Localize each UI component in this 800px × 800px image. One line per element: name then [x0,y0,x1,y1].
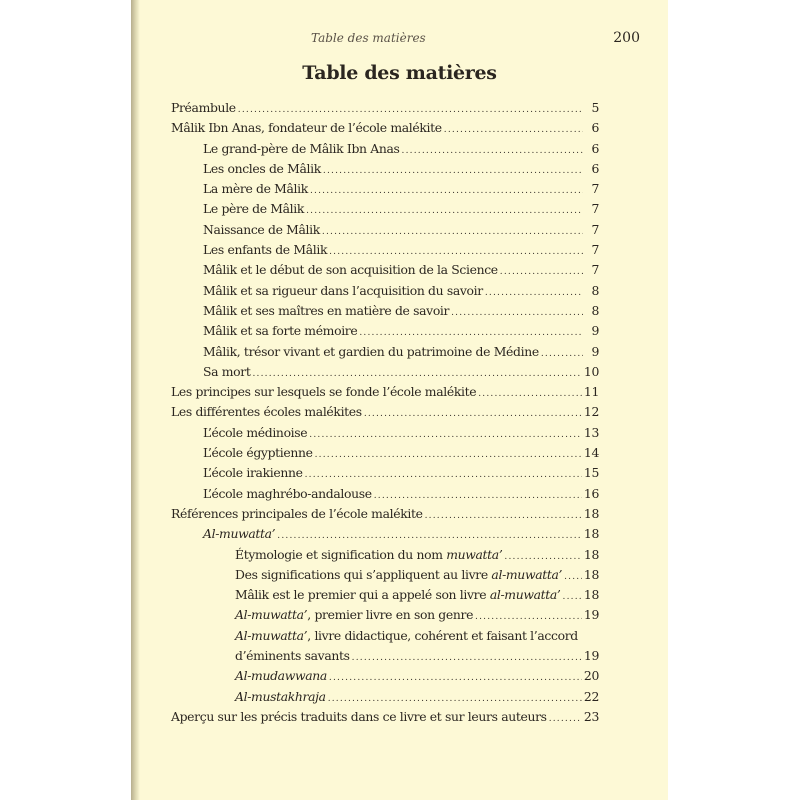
toc-entry[interactable]: Mâlik et le début de son acquisition de la Science ..... 7 [171,260,599,280]
toc-entry[interactable]: Le père de Mâlik ..... 7 [171,199,599,219]
dot-leader [475,607,582,627]
dot-leader [549,709,582,729]
toc-entry-italic-term: Al-muwatta’ [235,627,308,643]
toc-page-number: 9 [591,323,599,339]
toc-page-number: 23 [583,708,599,724]
dot-leader [329,668,582,688]
toc-page-number: 18 [583,587,599,603]
toc-page-number: 6 [591,160,599,176]
toc-page-number: 18 [583,566,599,582]
toc-entry-italic-term: al-muwatta’ [491,566,563,582]
dot-leader [444,120,583,140]
toc-entry[interactable]: L’école égyptienne ..... 14 [171,443,599,463]
dot-leader [322,222,583,242]
toc-entry[interactable]: Le grand-père de Mâlik Ibn Anas ..... 6 [171,139,599,159]
toc-entry[interactable] [171,666,599,686]
toc-page-number: 9 [591,343,599,359]
toc-page-number: 6 [591,120,599,136]
toc-page-number: 7 [591,242,599,258]
toc-entry[interactable]: Mâlik et ses maîtres en matière de savoir ..... 8 [171,301,599,321]
toc-page-number: 6 [591,140,599,156]
toc-entry[interactable]: L’école maghrébo-andalouse ..... 16 [171,484,599,504]
toc-page-number: 7 [591,221,599,237]
toc-entry-italic-title: Al-mudawwana [235,668,327,684]
toc-entry[interactable]: Les différentes écoles malékites ..... 12 [171,402,599,422]
dot-leader [310,181,583,201]
dot-leader [309,425,582,445]
toc-page-number: 5 [591,100,599,115]
toc-page-number: 8 [591,282,599,298]
dot-leader [451,303,583,323]
toc-entry[interactable]: Mâlik, trésor vivant et gardien du patrimoine de Médine ..... 9 [171,342,599,362]
toc-entry[interactable]: Mâlik Ibn Anas, fondateur de l’école malékite ..... 6 [171,118,599,138]
dot-leader [402,141,583,161]
toc-entry-italic-title: Al-muwatta’ [203,526,276,542]
dot-leader [329,242,583,262]
toc-page-number: 19 [583,648,599,664]
toc-entry-line1: Al-muwatta’, livre didactique, cohérent et faisant l’accord [235,627,578,643]
toc-entry[interactable]: Aperçu sur les précis traduits dans ce livre et sur leurs auteurs ..... 23 [171,707,599,727]
toc-entry[interactable]: L’école médinoise ..... 13 [171,423,599,443]
table-of-contents [171,98,599,727]
toc-entry[interactable]: Mâlik et sa forte mémoire ..... 9 [171,321,599,341]
toc-entry[interactable] [171,524,599,544]
dot-leader [315,445,582,465]
dot-leader [500,262,583,282]
dot-leader [374,486,582,506]
toc-page-number: 22 [583,688,599,704]
toc-page-number: 15 [583,465,599,481]
toc-entry-line2: d’éminents savants ..... 19 [235,646,599,666]
dot-leader [504,547,582,567]
toc-page-number: 11 [583,384,599,400]
dot-leader [485,283,583,303]
toc-page-number: 8 [591,302,599,318]
toc-page-number: 7 [591,262,599,278]
toc-entry[interactable]: Les principes sur lesquels se fonde l’école malékite ..... 11 [171,382,599,402]
dot-leader [425,506,582,526]
dot-leader [306,201,583,221]
toc-entry[interactable]: Sa mort ..... 10 [171,362,599,382]
dot-leader [238,100,583,120]
dot-leader [478,384,582,404]
toc-entry[interactable]: Naissance de Mâlik ..... 7 [171,220,599,240]
dot-leader [352,648,582,668]
toc-page-number: 10 [583,363,599,379]
toc-page-number: 7 [591,201,599,217]
dot-leader [252,364,581,384]
toc-page-number: 14 [583,445,599,461]
toc-page-number: 18 [583,526,599,542]
toc-entry[interactable] [171,626,599,667]
running-title: Table des matières [311,31,426,45]
page-title: Table des matières [302,62,497,84]
running-header [131,31,668,51]
toc-entry[interactable] [171,687,599,707]
toc-page-number: 19 [583,607,599,623]
dot-leader [359,323,583,343]
toc-page-number: 18 [583,505,599,521]
toc-entry-italic-term: muwatta’ [446,546,503,562]
dot-leader [364,404,582,424]
dot-leader [323,161,583,181]
toc-entry[interactable]: Préambule ..... 5 [171,98,599,118]
toc-page-number: 16 [583,485,599,501]
toc-entry[interactable]: L’école irakienne ..... 15 [171,463,599,483]
dot-leader [564,567,582,587]
toc-page-number: 7 [591,181,599,197]
book-page [131,0,668,800]
toc-page-number: 13 [583,424,599,440]
toc-entry[interactable]: Références principales de l’école malékite ..... 18 [171,504,599,524]
toc-entry-italic-title: Al-mustakhraja [235,688,326,704]
toc-entry[interactable]: Mâlik est le premier qui a appelé son livre al-muwatta’ ..... 18 [171,585,599,605]
dot-leader [563,587,582,607]
toc-page-number: 20 [583,668,599,684]
toc-entry[interactable]: Des significations qui s’appliquent au livre al-muwatta’ ..... 18 [171,565,599,585]
dot-leader [328,689,582,709]
toc-entry[interactable]: Étymologie et signification du nom muwatta’ ..... 18 [171,545,599,565]
page-number: 200 [613,30,640,46]
dot-leader [305,465,582,485]
toc-entry-italic-term: al-muwatta’ [489,587,561,603]
toc-entry[interactable]: Mâlik et sa rigueur dans l’acquisition du savoir ..... 8 [171,281,599,301]
toc-entry[interactable]: Les enfants de Mâlik ..... 7 [171,240,599,260]
toc-entry[interactable]: La mère de Mâlik ..... 7 [171,179,599,199]
dot-leader [277,526,582,546]
toc-entry[interactable]: Les oncles de Mâlik ..... 6 [171,159,599,179]
toc-entry[interactable]: Al-muwatta’, premier livre en son genre ..... 19 [171,605,599,625]
toc-page-number: 12 [583,404,599,420]
dot-leader [541,344,583,364]
toc-entry-italic-term: Al-muwatta’ [235,607,308,623]
toc-page-number: 18 [583,546,599,562]
